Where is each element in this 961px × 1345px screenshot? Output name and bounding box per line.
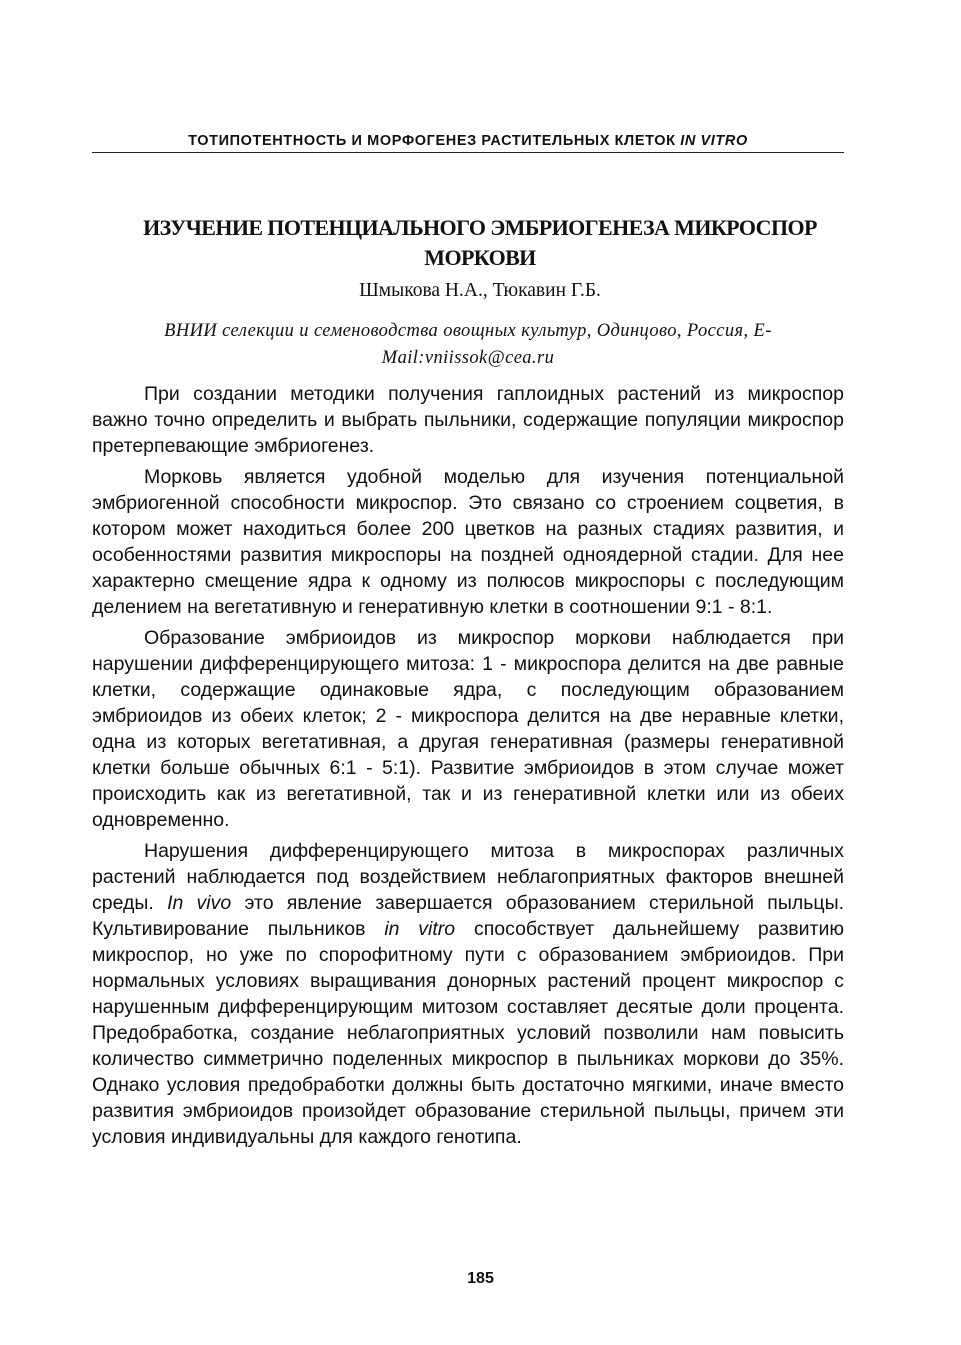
page-number: 185 [467,1270,494,1287]
paragraph-4-part-2: это явление завершается образованием стерильной пыльцы. Культивирование пыльников [92,892,844,940]
paragraph-4-part-3: способствует дальнейшему развитию микроспор, но уже по спорофитному пути с образованием эмбриоидов. При нормальных условиях выращивания донорных растений процент микроспор с нарушенным дифференцирующим митозом составляет десятые доли процента. Предобработка, создание неблагоприятных условий позволили нам повысить количество симметрично поделенных микроспор в пыльниках моркови до 35%. Однако условия предобработки должны быть достаточно мягкими, иначе вместо развития эмбриоидов произойдет образование стерильной пыльцы, причем эти условия индивидуальны для каждого генотипа. [92,918,844,1148]
authors: Шмыкова Н.А., Тюкавин Г.Б. [359,280,601,301]
in-vitro-term: in vitro [384,918,456,940]
paragraph-2: Морковь является удобной моделью для изучения потенциальной эмбриогенной способности микроспор. Это связано со строением соцветия, в котором может находиться более 200 цветков на разных стадиях развития, и особенностями развития микроспоры на поздней одноядерной стадии. Для нее характерно смещение ядра к одному из полюсов микроспоры с последующим делением на вегетативную и генеративную клетки в соотношении 9:1 - 8:1. [92,466,844,618]
running-head-in-vitro: IN VITRO [680,133,748,149]
article-body [92,381,844,1155]
paragraph-1: При создании методики получения гаплоидных растений из микроспор важно точно определить и выбрать пыльники, содержащие популяции микроспор претерпевающие эмбриогенез. [92,383,844,457]
in-vivo-term: In vivo [167,892,232,914]
article-title: ИЗУЧЕНИЕ ПОТЕНЦИАЛЬНОГО ЭМБРИОГЕНЕЗА МИКРОСПОР МОРКОВИ [143,215,817,270]
affiliation: ВНИИ селекции и семеноводства овощных культур, Одинцово, Россия, E-Mail:vniissok@cea.ru [164,321,772,368]
paragraph-4 [92,838,844,1150]
running-head [92,133,844,149]
header-rule [92,152,844,153]
running-head-text: ТОТИПОТЕНТНОСТЬ И МОРФОГЕНЕЗ РАСТИТЕЛЬНЫХ КЛЕТОК [188,133,676,149]
paragraph-4-part-1: Нарушения дифференцирующего митоза в микроспорах различных растений наблюдается под воздействием неблагоприятных факторов внешней среды. [92,840,844,914]
paragraph-3: Образование эмбриоидов из микроспор моркови наблюдается при нарушении дифференцирующего митоза: 1 - микроспора делится на две равные клетки, содержащие одинаковые ядра, с последующим образованием эмбриоидов из обеих клеток; 2 - микроспора делится на две неравные клетки, одна из которых вегетативная, а другая генеративная (размеры генеративной клетки больше обычных 6:1 - 5:1). Развитие эмбриоидов в этом случае может происходить как из вегетативной, так и из генеративной клетки или из обеих одновременно. [92,627,844,831]
